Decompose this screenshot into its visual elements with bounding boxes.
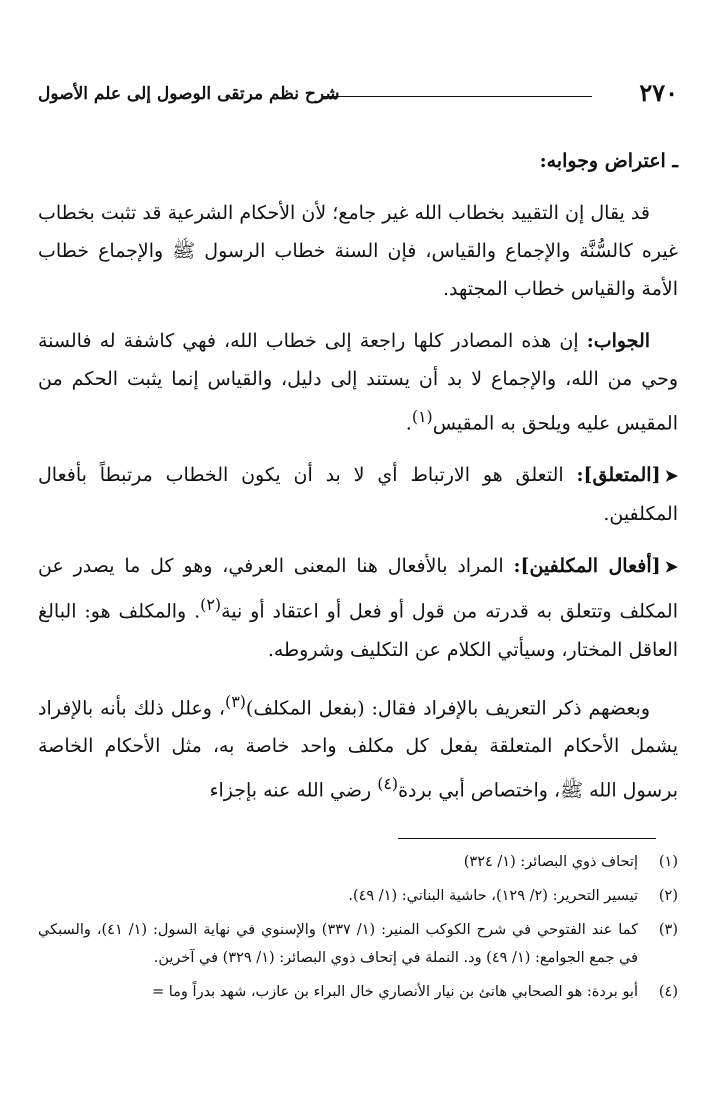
mutaalliq-text: التعلق هو الارتباط أي لا بد أن يكون الخطاب مرتبطاً بأفعال المكلفين. bbox=[38, 464, 678, 526]
footnote-mark: (٢) bbox=[658, 888, 678, 904]
baduhum-text-2: ، وعلل ذلك بأنه بالإفراد يشمل الأحكام المتعلقة بفعل كل مكلف واحد خاصة به، مثل الأحكام الخاصة برسول الله ﷺ، واختصاص أبي بردة bbox=[38, 696, 678, 802]
afaal-text: المراد بالأفعال هنا المعنى العرفي، وهو كل ما يصدر عن المكلف وتتعلق به قدرته من قول أو فعل أو اعتقاد أو نية bbox=[38, 555, 678, 623]
page-header bbox=[38, 78, 678, 114]
mutaalliq-paragraph bbox=[38, 456, 678, 533]
answer-text: إن هذه المصادر كلها راجعة إلى خطاب الله، فهي كاشفة له فالسنة وحي من الله، والإجماع لا بد أن يستند إلى دليل، والقياس إنما يثبت الحكم من المقيس عليه ويلحق به المقيس bbox=[38, 330, 678, 435]
page-body bbox=[38, 142, 678, 823]
afaal-label: [أفعال المكلفين]: bbox=[513, 555, 661, 578]
afaal-paragraph bbox=[38, 547, 678, 668]
page-number: ٢٧٠ bbox=[639, 78, 678, 107]
footnote-ref: (٢) bbox=[200, 595, 222, 615]
footnote-text: أبو بردة: هو الصحابي هانئ بن نيار الأنصاري خال البراء بن عازب، شهد بدراً وما = bbox=[151, 984, 638, 1000]
footnote-mark: (٣) bbox=[658, 922, 678, 938]
baduhum-text-1: وبعضهم ذكر التعريف بالإفراد فقال: (بفعل المكلف) bbox=[245, 696, 650, 719]
footnote-ref: (١) bbox=[411, 407, 433, 426]
objection-paragraph: قد يقال إن التقييد بخطاب الله غير جامع؛ لأن الأحكام الشرعية قد تثبت بخطاب غيره كالسُّنَّة والإجماع والقياس، فإن السنة خطاب الرسول ﷺ والإجماع خطاب الأمة والقياس خطاب المجتهد. bbox=[38, 202, 678, 300]
baduhum-paragraph bbox=[38, 683, 678, 810]
footnote-separator bbox=[398, 838, 656, 839]
footnote-item bbox=[38, 978, 678, 1006]
mutaalliq-label: [المتعلق]: bbox=[576, 464, 661, 487]
baduhum-text-3: رضي الله عنه بإجزاء bbox=[209, 779, 372, 802]
mukallaf-text: والمكلف هو: البالغ العاقل المختار، وسيأتي الكلام عن التكليف وشروطه. bbox=[38, 600, 678, 661]
afaal-end: . bbox=[194, 600, 201, 623]
footnote-ref: (٣) bbox=[225, 691, 246, 711]
footnote-ref: (٤) bbox=[377, 773, 399, 793]
answer-end: . bbox=[405, 412, 412, 435]
answer-paragraph bbox=[38, 322, 678, 442]
arrow-bullet-icon: ➤ bbox=[664, 557, 678, 577]
footnote-item bbox=[38, 882, 678, 910]
section-heading: ـ اعتراض وجوابه: bbox=[539, 150, 678, 172]
header-rule bbox=[322, 96, 592, 97]
footnote-text: كما عند الفتوحي في شرح الكوكب المنير: (١/ ٣٣٧) والإسنوي في نهاية السول: (١/ ٤١)، والسبكي في جمع الجوامع: (١/ ٤٩) ود. النملة في إتحاف ذوي البصائر: (١/ ٣٢٩) في آخرين. bbox=[38, 922, 638, 966]
footnote-text: إتحاف ذوي البصائر: (١/ ٣٢٤) bbox=[463, 854, 638, 870]
arrow-bullet-icon: ➤ bbox=[664, 466, 678, 486]
running-title: شرح نظم مرتقى الوصول إلى علم الأصول bbox=[38, 84, 340, 104]
footnote-text: تيسير التحرير: (٢/ ١٢٩)، حاشية البناني: (١/ ٤٩). bbox=[348, 888, 638, 904]
footnotes bbox=[38, 848, 678, 1012]
answer-label: الجواب: bbox=[586, 330, 651, 352]
footnote-mark: (١) bbox=[658, 854, 678, 870]
footnote-item bbox=[38, 848, 678, 876]
footnote-item bbox=[38, 916, 678, 972]
footnote-mark: (٤) bbox=[658, 984, 678, 1000]
